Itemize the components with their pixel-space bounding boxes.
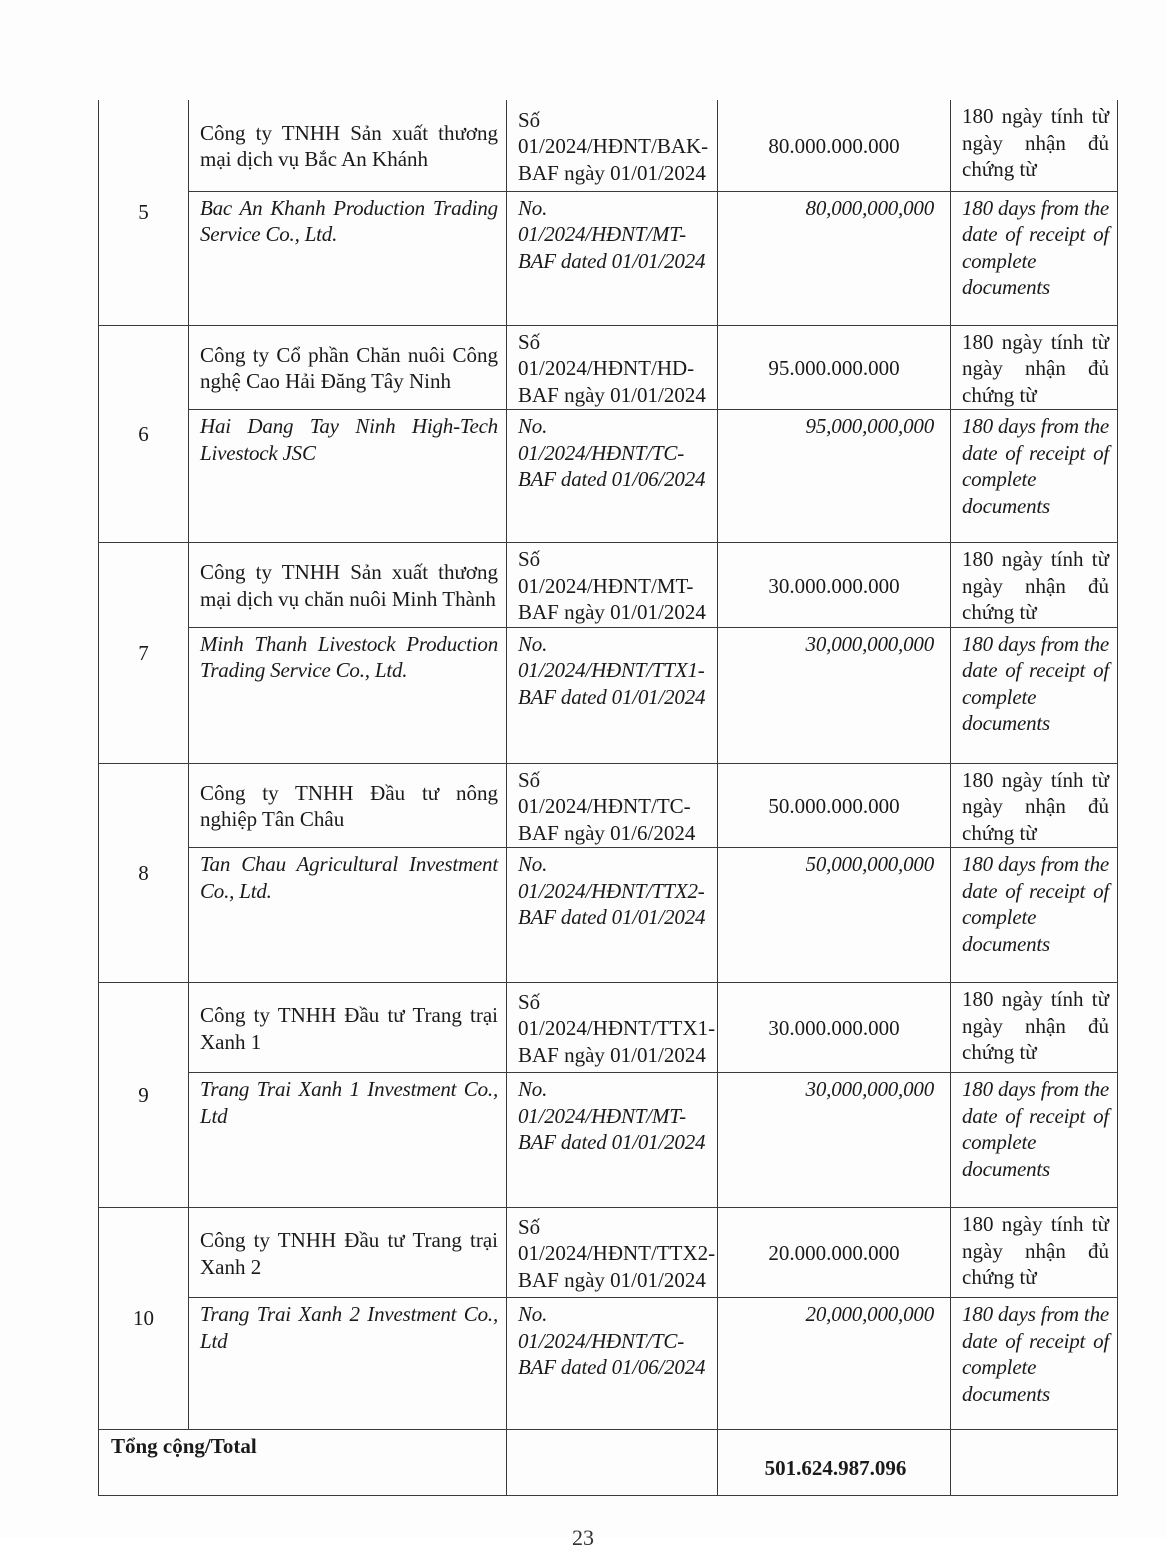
term-en: 180 days from the date of receipt of complete documents <box>951 848 1118 983</box>
company-name-en: Trang Trai Xanh 1 Investment Co., Ltd <box>189 1073 507 1208</box>
term-vi: 180 ngày tính từ ngày nhận đủ chứng từ <box>951 983 1118 1073</box>
table-row-vi <box>99 983 1118 1073</box>
table-row-en <box>99 410 1118 543</box>
contract-ref-en: No. 01/2024/HĐNT/TTX2-BAF dated 01/01/2024 <box>507 848 718 983</box>
total-empty-term <box>951 1430 1118 1496</box>
table-row-en <box>99 627 1118 763</box>
table-row-en <box>99 191 1118 325</box>
total-amount: 501.624.987.096 <box>718 1430 951 1496</box>
total-row <box>99 1430 1118 1496</box>
contract-ref-vi: Số 01/2024/HĐNT/TTX1-BAF ngày 01/01/2024 <box>507 983 718 1073</box>
company-name-vi: Công ty Cổ phần Chăn nuôi Công nghệ Cao Hải Đăng Tây Ninh <box>189 325 507 410</box>
contract-ref-en: No. 01/2024/HĐNT/TC-BAF dated 01/06/2024 <box>507 410 718 543</box>
amount-en: 30,000,000,000 <box>718 1073 951 1208</box>
term-vi: 180 ngày tính từ ngày nhận đủ chứng từ <box>951 543 1118 628</box>
row-number: 9 <box>99 983 189 1208</box>
company-name-en: Hai Dang Tay Ninh High-Tech Livestock JSC <box>189 410 507 543</box>
term-vi: 180 ngày tính từ ngày nhận đủ chứng từ <box>951 763 1118 848</box>
contract-ref-en: No. 01/2024/HĐNT/MT-BAF dated 01/01/2024 <box>507 191 718 325</box>
amount-en: 95,000,000,000 <box>718 410 951 543</box>
amount-vi: 30.000.000.000 <box>718 543 951 628</box>
contract-ref-vi: Số 01/2024/HĐNT/MT-BAF ngày 01/01/2024 <box>507 543 718 628</box>
term-en: 180 days from the date of receipt of complete documents <box>951 1073 1118 1208</box>
amount-vi: 20.000.000.000 <box>718 1208 951 1298</box>
term-en: 180 days from the date of receipt of complete documents <box>951 627 1118 763</box>
company-name-vi: Công ty TNHH Đầu tư nông nghiệp Tân Châu <box>189 763 507 848</box>
term-vi: 180 ngày tính từ ngày nhận đủ chứng từ <box>951 325 1118 410</box>
amount-en: 20,000,000,000 <box>718 1298 951 1430</box>
row-number: 8 <box>99 763 189 983</box>
company-name-en: Bac An Khanh Production Trading Service Co., Ltd. <box>189 191 507 325</box>
table-row-en <box>99 1073 1118 1208</box>
term-vi: 180 ngày tính từ ngày nhận đủ chứng từ <box>951 100 1118 191</box>
term-vi: 180 ngày tính từ ngày nhận đủ chứng từ <box>951 1208 1118 1298</box>
contract-ref-vi: Số 01/2024/HĐNT/TTX2-BAF ngày 01/01/2024 <box>507 1208 718 1298</box>
contract-ref-vi: Số 01/2024/HĐNT/HD-BAF ngày 01/01/2024 <box>507 325 718 410</box>
table-row-vi <box>99 1208 1118 1298</box>
amount-en: 80,000,000,000 <box>718 191 951 325</box>
table-row-vi <box>99 763 1118 848</box>
page-number: 23 <box>572 1525 594 1550</box>
amount-en: 30,000,000,000 <box>718 627 951 763</box>
company-name-vi: Công ty TNHH Sản xuất thương mại dịch vụ Bắc An Khánh <box>189 100 507 191</box>
contract-ref-en: No. 01/2024/HĐNT/TTX1-BAF dated 01/01/2024 <box>507 627 718 763</box>
total-label: Tổng cộng/Total <box>99 1430 507 1496</box>
row-number: 10 <box>99 1208 189 1430</box>
amount-vi: 30.000.000.000 <box>718 983 951 1073</box>
company-name-en: Trang Trai Xanh 2 Investment Co., Ltd <box>189 1298 507 1430</box>
contract-ref-vi: Số 01/2024/HĐNT/BAK-BAF ngày 01/01/2024 <box>507 100 718 191</box>
contract-ref-en: No. 01/2024/HĐNT/MT-BAF dated 01/01/2024 <box>507 1073 718 1208</box>
company-name-vi: Công ty TNHH Đầu tư Trang trại Xanh 1 <box>189 983 507 1073</box>
company-name-vi: Công ty TNHH Sản xuất thương mại dịch vụ chăn nuôi Minh Thành <box>189 543 507 628</box>
contract-ref-en: No. 01/2024/HĐNT/TC-BAF dated 01/06/2024 <box>507 1298 718 1430</box>
amount-vi: 50.000.000.000 <box>718 763 951 848</box>
row-number: 6 <box>99 325 189 543</box>
company-name-vi: Công ty TNHH Đầu tư Trang trại Xanh 2 <box>189 1208 507 1298</box>
amount-vi: 80.000.000.000 <box>718 100 951 191</box>
total-empty-contract <box>507 1430 718 1496</box>
term-en: 180 days from the date of receipt of complete documents <box>951 410 1118 543</box>
table-row-vi <box>99 325 1118 410</box>
contract-ref-vi: Số 01/2024/HĐNT/TC-BAF ngày 01/6/2024 <box>507 763 718 848</box>
table-row-vi <box>99 100 1118 191</box>
row-number: 7 <box>99 543 189 764</box>
company-name-en: Tan Chau Agricultural Investment Co., Ltd. <box>189 848 507 983</box>
row-number: 5 <box>99 100 189 325</box>
company-name-en: Minh Thanh Livestock Production Trading Service Co., Ltd. <box>189 627 507 763</box>
table-row-en <box>99 1298 1118 1430</box>
contracts-table <box>98 100 1118 1496</box>
amount-en: 50,000,000,000 <box>718 848 951 983</box>
amount-vi: 95.000.000.000 <box>718 325 951 410</box>
table-row-vi <box>99 543 1118 628</box>
table-row-en <box>99 848 1118 983</box>
term-en: 180 days from the date of receipt of complete documents <box>951 191 1118 325</box>
term-en: 180 days from the date of receipt of complete documents <box>951 1298 1118 1430</box>
